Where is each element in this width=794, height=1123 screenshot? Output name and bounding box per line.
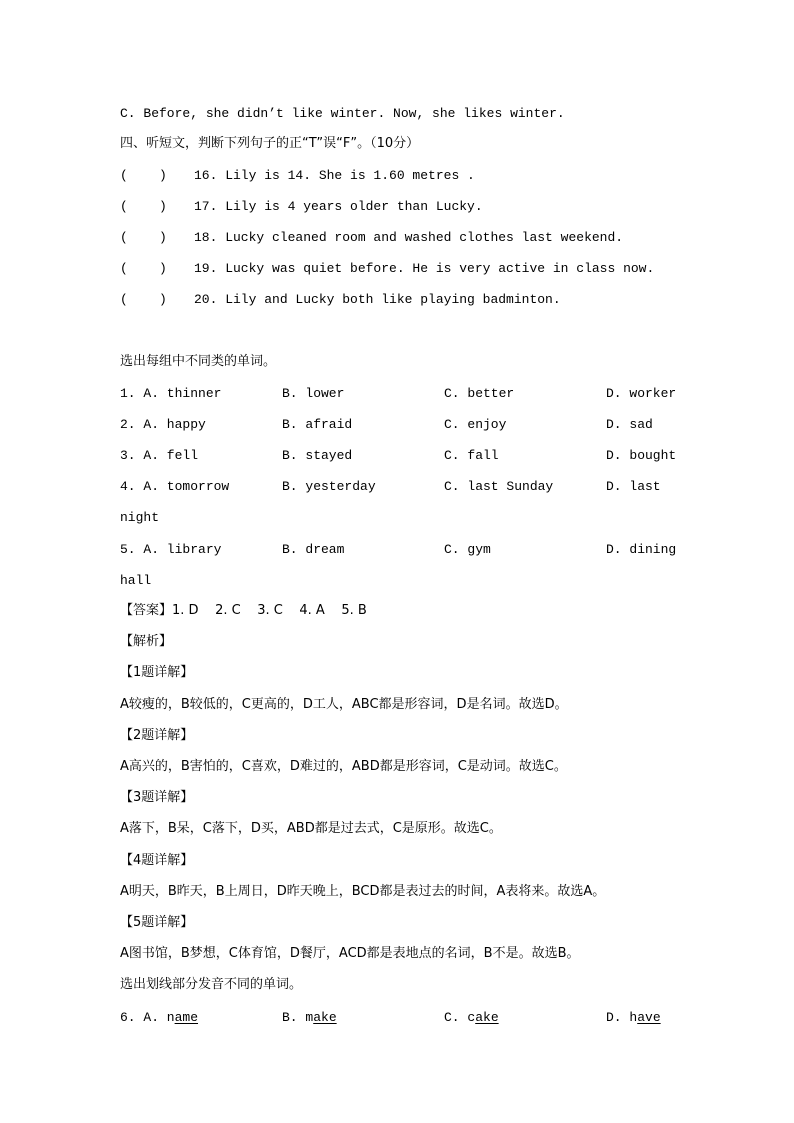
option-d: D. dining — [606, 542, 677, 557]
prev-option-c: C. Before, she didn’t like winter. Now, she likes winter. — [120, 106, 565, 121]
option-d: D. worker — [606, 386, 677, 401]
option-c: C. last Sunday — [444, 479, 554, 494]
option-d: D. sad — [606, 417, 653, 432]
option-c: C. gym — [444, 542, 491, 557]
detail-heading: 【2题详解】 — [120, 728, 194, 743]
section4-title: 四、听短文，判断下列句子的正“T”误“F”。（10分） — [120, 136, 420, 151]
answer-bracket: ( ) — [120, 261, 167, 276]
option-c: C. enjoy — [444, 417, 507, 432]
option-a: 2. A. happy — [120, 417, 206, 432]
tf-text: 20. Lily and Lucky both like playing badminton. — [194, 292, 561, 307]
option-d: D. last — [606, 479, 661, 494]
detail-heading: 【3题详解】 — [120, 790, 194, 805]
option-a: 6. A. name — [120, 1010, 199, 1025]
underlined-part: ame — [174, 1010, 199, 1025]
tf-text: 16. Lily is 14. She is 1.60 metres . — [194, 168, 475, 183]
answer-bracket: ( ) — [120, 199, 167, 214]
detail-text: A较瘦的，B较低的，C更高的，D工人，ABC都是形容词，D是名词。故选D。 — [120, 697, 568, 712]
option-c: C. better — [444, 386, 515, 401]
detail-text: A高兴的，B害怕的，C喜欢，D难过的，ABD都是形容词，C是动词。故选C。 — [120, 759, 567, 774]
tf-text: 19. Lucky was quiet before. He is very active in class now. — [194, 261, 655, 276]
tf-item — [120, 230, 623, 246]
option-a: 1. A. thinner — [120, 386, 222, 401]
option-b: B. stayed — [282, 448, 353, 463]
answer-bracket: ( ) — [120, 168, 167, 183]
answer-line: 【答案】1. D 2. C 3. C 4. A 5. B — [120, 603, 367, 618]
tf-text: 17. Lily is 4 years older than Lucky. — [194, 199, 483, 214]
tf-text: 18. Lucky cleaned room and washed clothes last weekend. — [194, 230, 624, 245]
option-d-wrap: hall — [120, 573, 152, 588]
detail-heading: 【5题详解】 — [120, 915, 194, 930]
answer-bracket: ( ) — [120, 230, 167, 245]
option-b: B. lower — [282, 386, 345, 401]
odd-one-out-title: 选出每组中不同类的单词。 — [120, 354, 277, 369]
tf-item — [120, 199, 483, 215]
option-d: D. have — [606, 1010, 661, 1025]
option-d-wrap: night — [120, 510, 160, 525]
underlined-part: ake — [313, 1010, 337, 1025]
option-c: C. fall — [444, 448, 499, 463]
tf-item — [120, 168, 475, 184]
option-b: B. make — [282, 1010, 337, 1025]
option-a: 3. A. fell — [120, 448, 199, 463]
pronunciation-title: 选出划线部分发音不同的单词。 — [120, 977, 303, 992]
detail-text: A落下，B呆，C落下，D买，ABD都是过去式，C是原形。故选C。 — [120, 821, 502, 836]
option-b: B. dream — [282, 542, 345, 557]
underlined-part: ake — [475, 1010, 499, 1025]
detail-heading: 【1题详解】 — [120, 665, 194, 680]
answer-bracket: ( ) — [120, 292, 167, 307]
option-a: 5. A. library — [120, 542, 222, 557]
detail-text: A明天，B昨天，B上周日，D昨天晚上，BCD都是表过去的时间，A表将来。故选A。 — [120, 884, 606, 899]
tf-item — [120, 292, 561, 308]
underlined-part: ave — [637, 1010, 661, 1025]
analysis-heading: 【解析】 — [120, 634, 173, 649]
option-d: D. bought — [606, 448, 677, 463]
detail-heading: 【4题详解】 — [120, 853, 194, 868]
detail-text: A图书馆，B梦想，C体育馆，D餐厅，ACD都是表地点的名词，B不是。故选B。 — [120, 946, 580, 961]
option-a: 4. A. tomorrow — [120, 479, 230, 494]
tf-item — [120, 261, 654, 277]
option-b: B. afraid — [282, 417, 353, 432]
option-c: C. cake — [444, 1010, 499, 1025]
option-b: B. yesterday — [282, 479, 376, 494]
